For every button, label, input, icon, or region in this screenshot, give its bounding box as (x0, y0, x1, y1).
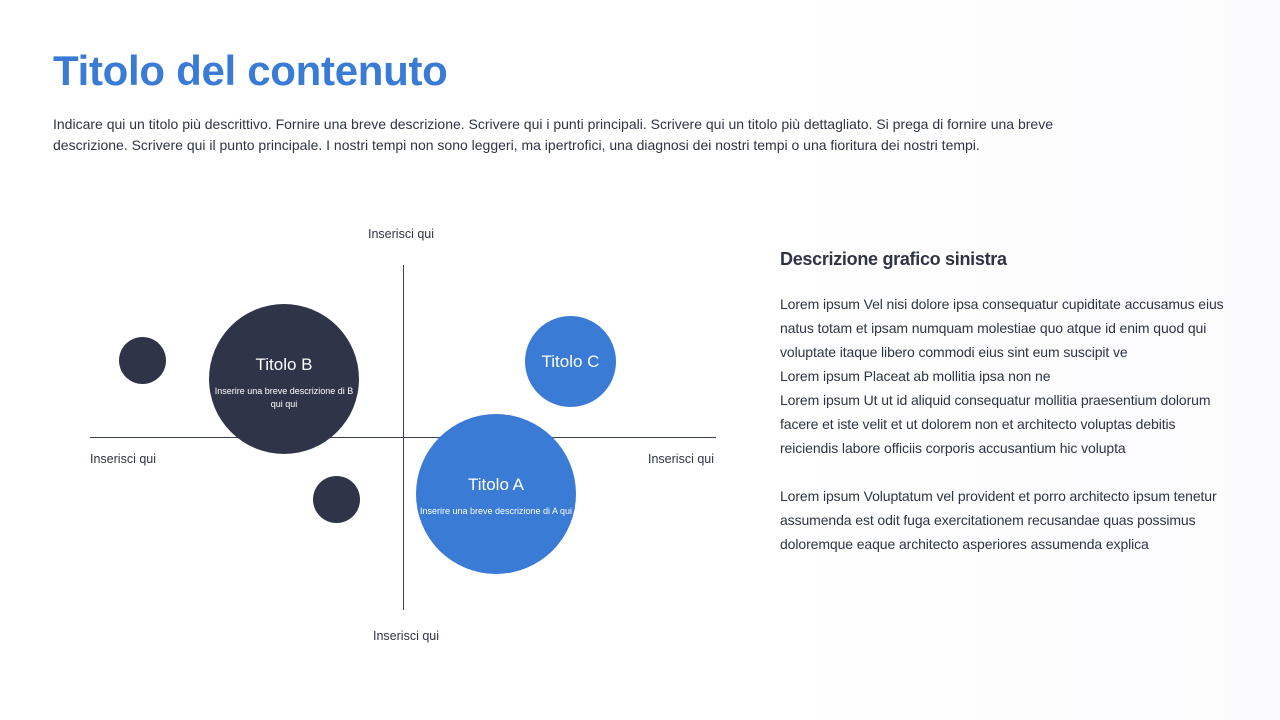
axis-label-top: Inserisci qui (368, 227, 434, 241)
intro-text: Indicare qui un titolo più descrittivo. Fornire una breve descrizione. Scrivere qui i punti principali. Scrivere qui un titolo più dettagliato. Si prega di fornire una breve descrizione. Scrivere qui il punto principale. I nostri tempi non sono leggeri, ma ipertrofici, una diagnosi dei nostri tempi o una fioritura dei nostri tempi. (53, 116, 1053, 153)
axis-label-bottom: Inserisci qui (373, 629, 439, 643)
side-paragraph-2: Lorem ipsum Placeat ab mollitia ipsa non ne (780, 368, 1051, 384)
side-description (780, 292, 1230, 556)
side-paragraph-1: Lorem ipsum Vel nisi dolore ipsa consequatur cupiditate accusamus eius natus totam et ipsam numquam molestiae quo atque id enim quod qui voluptate itaque libero commodi eius sint eum suscipit ve (780, 296, 1224, 360)
axis-label-left: Inserisci qui (90, 452, 156, 466)
bubble-c-title: Titolo C (541, 351, 600, 371)
bubble-b (209, 304, 359, 454)
side-paragraph-4: Lorem ipsum Voluptatum vel provident et porro architecto ipsum tenetur assumenda est odit fuga exercitationem recusandae quas possimus doloremque eaque architecto asperiores assumenda explica (780, 488, 1217, 552)
bubble-b-description: Inserire una breve descrizione di B qui qui (214, 386, 354, 409)
axis-label-right: Inserisci qui (648, 452, 714, 466)
paragraph-spacer (780, 460, 1230, 484)
small-bubble-left (119, 337, 166, 384)
bubble-a-title: Titolo A (467, 474, 525, 494)
bubble-c (525, 316, 616, 407)
side-heading: Descrizione grafico sinistra (780, 249, 1007, 269)
side-paragraph-3: Lorem ipsum Ut ut id aliquid consequatur mollitia praesentium dolorum facere et iste velit et ut dolorem non et architecto voluptas debitis reiciendis labore officiis corporis accusantium hic volupta (780, 392, 1211, 456)
page-title: Titolo del contenuto (53, 47, 448, 94)
bubble-a (416, 414, 576, 574)
bubble-b-title: Titolo B (255, 355, 313, 374)
small-bubble-bottom (313, 476, 360, 523)
vertical-axis (403, 265, 404, 610)
bubble-a-description: Inserire una breve descrizione di A qui (419, 505, 573, 516)
